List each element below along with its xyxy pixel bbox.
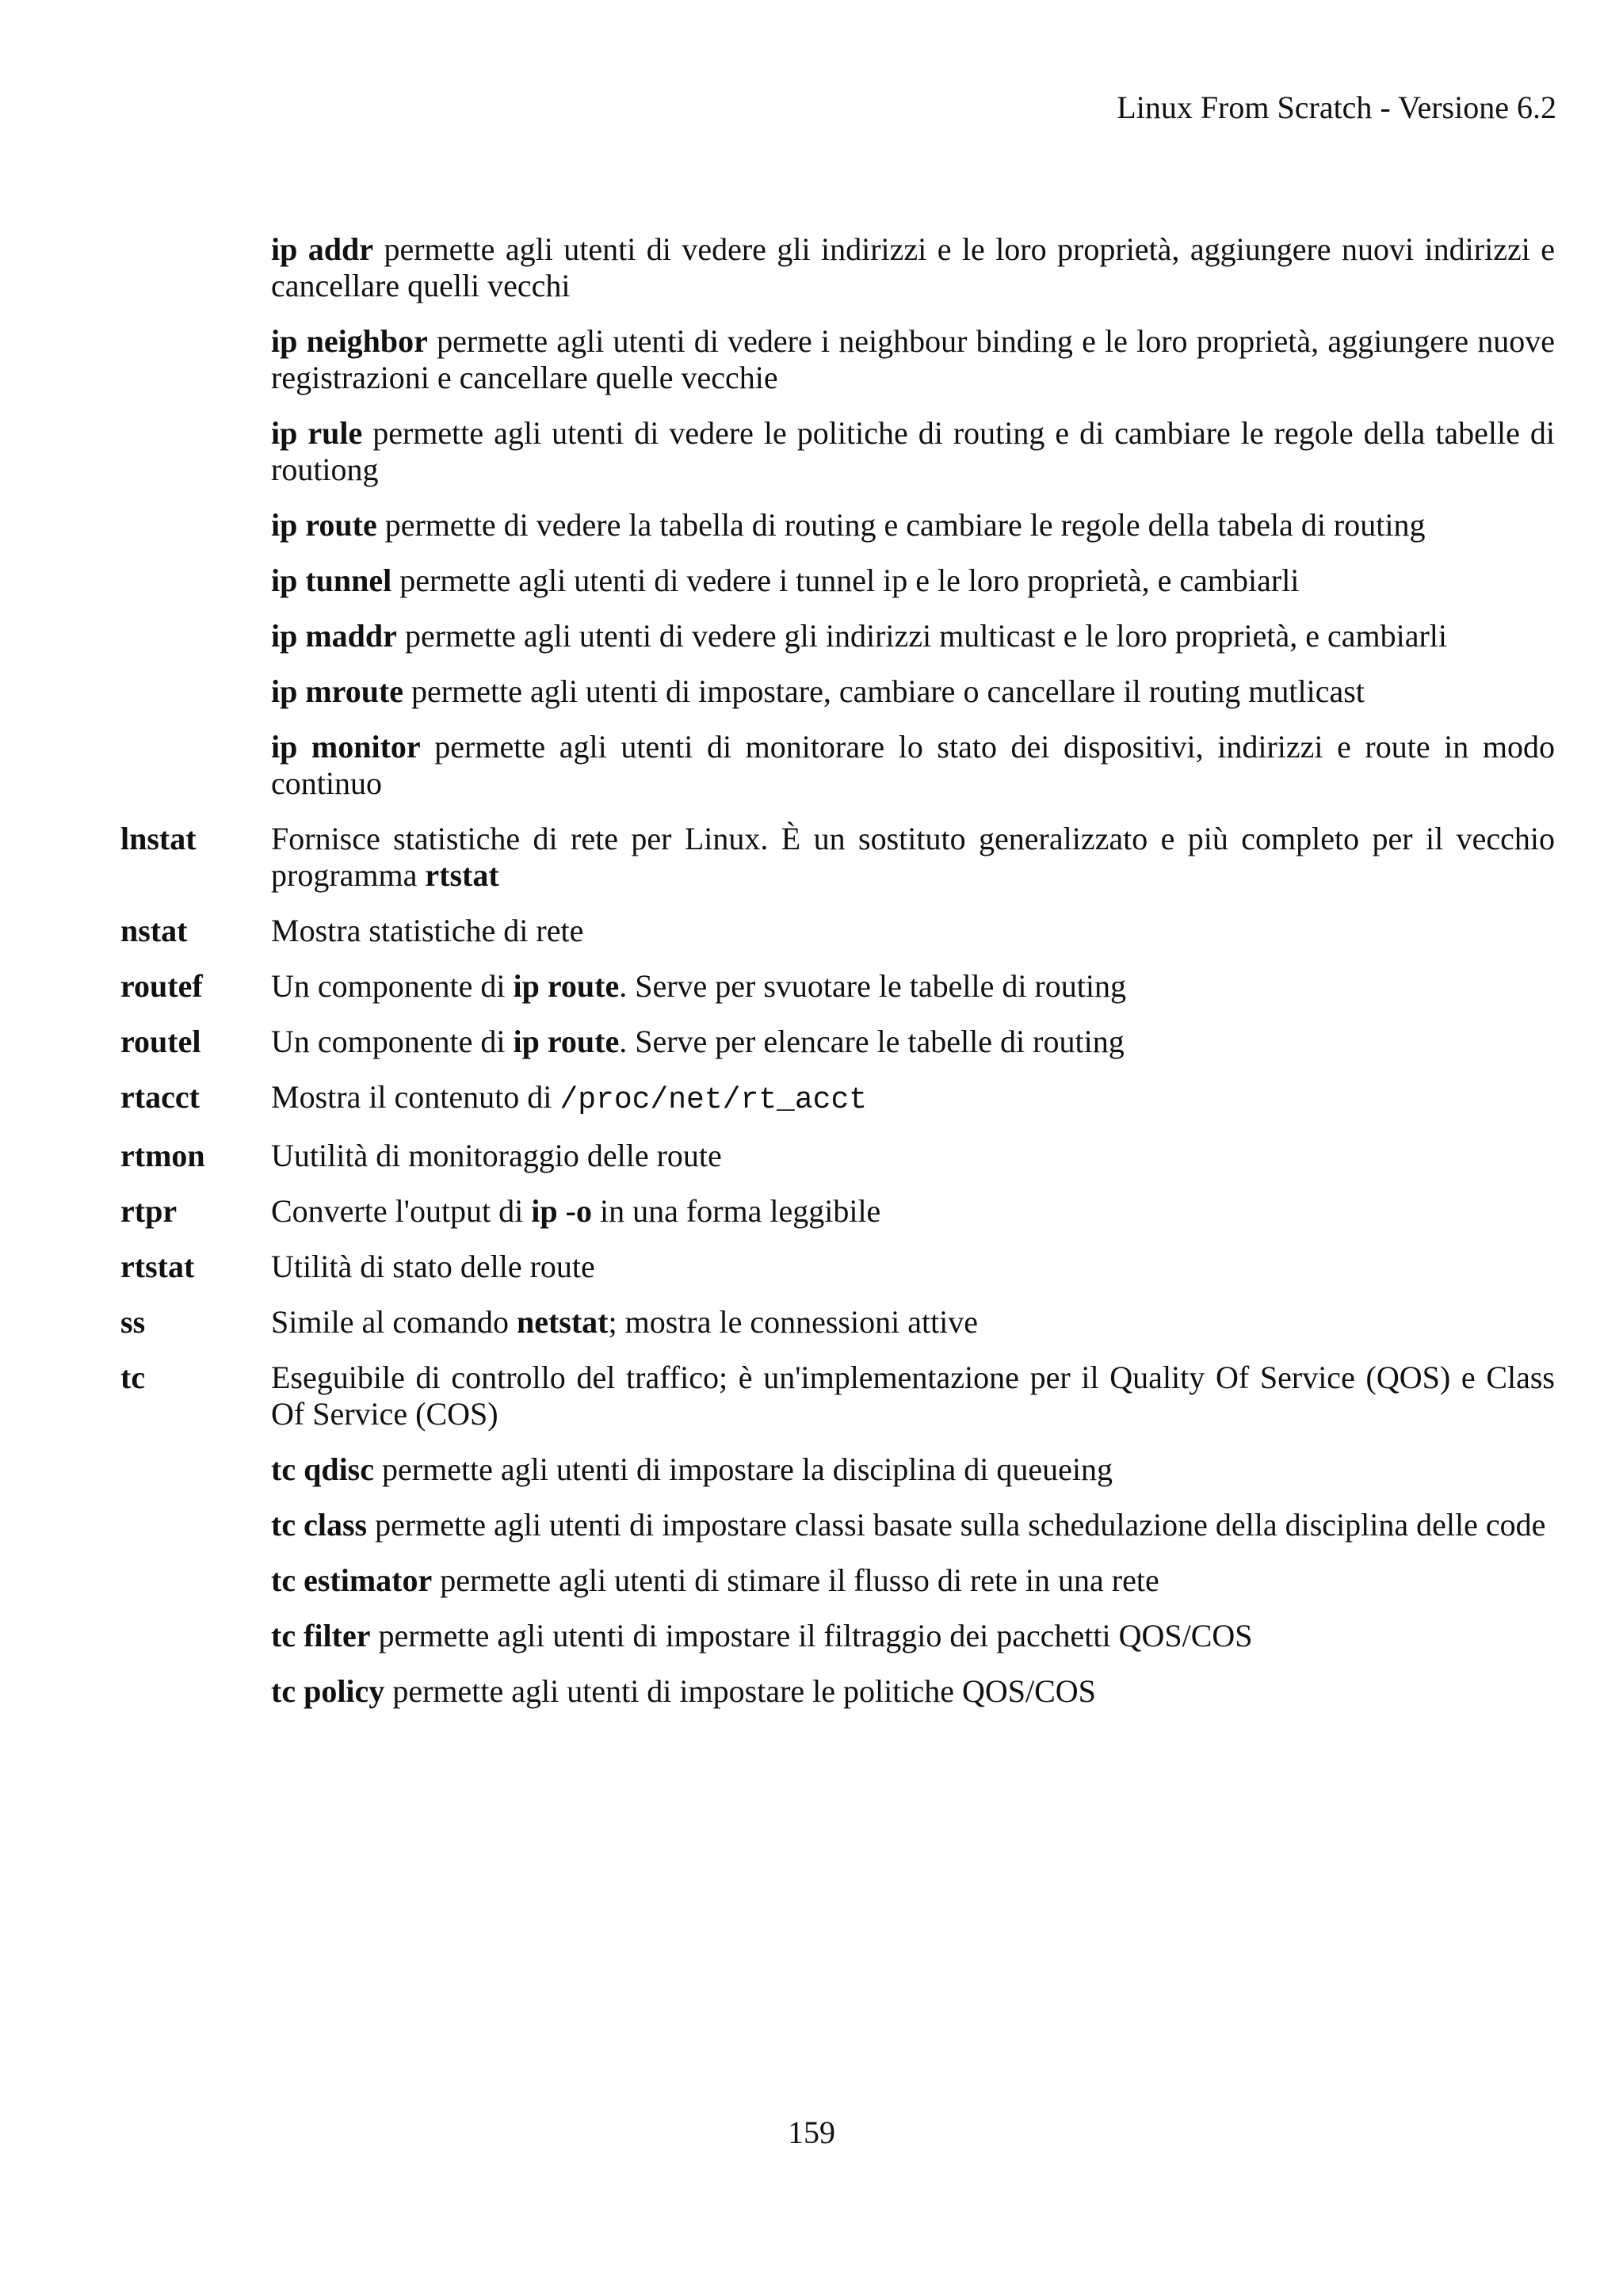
tc-qdisc-item: [271, 1451, 1555, 1488]
command-description: permette di vedere la tabella di routing e cambiare le regole della tabela di routing: [384, 507, 1426, 543]
ip-neighbor-item: [271, 323, 1555, 396]
command-name: ip route: [271, 507, 377, 543]
ip-monitor-item: [271, 729, 1555, 802]
definition-text: . Serve per elencare le tabelle di routing: [619, 1024, 1125, 1059]
definition-command: rtstat: [425, 857, 499, 893]
definition-text: in una forma leggibile: [599, 1193, 881, 1229]
page-number: 159: [788, 2115, 835, 2150]
definition-text: Fornisce statistiche di rete per Linux. È un sostituto generalizzato e più completo per il vecchio programma: [271, 821, 1555, 893]
command-name: ip neighbor: [271, 323, 428, 359]
ip-tunnel-item: [271, 563, 1555, 599]
entry-definition: Uutilità di monitoraggio delle route: [271, 1138, 722, 1173]
entry-term: routef: [120, 968, 203, 1004]
command-description: permette agli utenti di vedere i neighbour binding e le loro proprietà, aggiungere nuove registrazioni e cancellare quelle vecchie: [271, 323, 1556, 395]
command-description: permette agli utenti di impostare, cambiare o cancellare il routing mutlicast: [411, 673, 1365, 709]
definition-command: ip route: [513, 968, 620, 1004]
entry-term: rtpr: [120, 1193, 178, 1229]
entry-term: routel: [120, 1024, 201, 1059]
entry-definition: [271, 1193, 1555, 1230]
command-description: permette agli utenti di impostare classi basate sulla schedulazione della disciplina delle code: [375, 1507, 1546, 1543]
command-name: ip addr: [271, 231, 374, 267]
entry-rtmon: [120, 1138, 1555, 1174]
command-description: permette agli utenti di impostare il filtraggio dei pacchetti QOS/COS: [378, 1618, 1253, 1653]
file-path: /proc/net/rt_acct: [559, 1083, 868, 1117]
entry-definition: Utilità di stato delle route: [271, 1249, 595, 1284]
definition-text: Un componente di: [271, 1024, 506, 1059]
entry-definition: [271, 1304, 1555, 1341]
entry-definition: Eseguibile di controllo del traffico; è un'implementazione per il Quality Of Service (QOS) e Class Of Service (COS): [271, 1360, 1555, 1432]
command-description: permette agli utenti di impostare la disciplina di queueing: [382, 1451, 1113, 1487]
entry-term: ss: [120, 1304, 146, 1340]
definition-command: netstat: [516, 1304, 609, 1340]
page-content: [120, 231, 1555, 1729]
entry-routef: [120, 968, 1555, 1005]
entry-routel: [120, 1024, 1555, 1060]
entry-definition: [271, 968, 1555, 1005]
tc-class-item: [271, 1507, 1555, 1543]
command-name: tc policy: [271, 1673, 385, 1709]
command-name: ip rule: [271, 415, 363, 451]
entry-ss: [120, 1304, 1555, 1341]
entry-rtacct: [120, 1079, 1555, 1119]
ip-rule-item: [271, 415, 1555, 488]
command-description: permette agli utenti di vedere gli indirizzi multicast e le loro proprietà, e cambiarli: [404, 618, 1447, 654]
ip-maddr-item: [271, 618, 1555, 654]
entry-term: rtacct: [120, 1079, 200, 1115]
ip-route-item: [271, 507, 1555, 543]
entry-term: rtmon: [120, 1138, 205, 1173]
entry-definition: [271, 821, 1555, 894]
command-name: ip mroute: [271, 673, 404, 709]
entry-rtpr: [120, 1193, 1555, 1230]
command-description: permette agli utenti di vedere i tunnel ip e le loro proprietà, e cambiarli: [399, 563, 1300, 598]
definition-text: ; mostra le connessioni attive: [608, 1304, 979, 1340]
entry-lnstat: [120, 821, 1555, 894]
definition-command: ip -o: [531, 1193, 592, 1229]
command-description: permette agli utenti di vedere gli indirizzi e le loro proprietà, aggiungere nuovi indirizzi e cancellare quelli vecchi: [271, 231, 1555, 303]
command-name: ip tunnel: [271, 563, 392, 598]
entry-term: rtstat: [120, 1249, 195, 1284]
command-description: permette agli utenti di vedere le politiche di routing e di cambiare le regole della tabelle di routiong: [271, 415, 1556, 487]
tc-filter-item: [271, 1618, 1555, 1654]
definition-text: . Serve per svuotare le tabelle di routing: [619, 968, 1127, 1004]
entry-term: tc: [120, 1360, 146, 1395]
ip-mroute-item: [271, 673, 1555, 710]
definition-command: ip route: [513, 1024, 620, 1059]
entry-definition: [271, 1079, 1555, 1119]
tc-policy-item: [271, 1673, 1555, 1710]
definition-text: Mostra il contenuto di: [271, 1079, 552, 1115]
running-header: Linux From Scratch - Versione 6.2: [1117, 90, 1556, 125]
command-description: permette agli utenti di stimare il flusso di rete in una rete: [440, 1562, 1159, 1598]
entry-nstat: [120, 913, 1555, 949]
entry-rtstat: [120, 1249, 1555, 1285]
command-description: permette agli utenti di monitorare lo stato dei dispositivi, indirizzi e route in modo continuo: [271, 729, 1555, 801]
definition-text: Simile al comando: [271, 1304, 509, 1340]
definition-text: Converte l'output di: [271, 1193, 524, 1229]
command-name: tc class: [271, 1507, 368, 1543]
command-name: tc filter: [271, 1618, 371, 1653]
command-name: ip maddr: [271, 618, 397, 654]
entry-term: nstat: [120, 913, 188, 948]
entry-definition: [271, 1024, 1555, 1060]
definition-text: Un componente di: [271, 968, 506, 1004]
entry-term: lnstat: [120, 821, 197, 856]
tc-estimator-item: [271, 1562, 1555, 1599]
ip-addr-item: [271, 231, 1555, 304]
command-name: tc qdisc: [271, 1451, 374, 1487]
command-name: ip monitor: [271, 729, 421, 765]
command-description: permette agli utenti di impostare le politiche QOS/COS: [392, 1673, 1096, 1709]
entry-definition: Mostra statistiche di rete: [271, 913, 584, 948]
entry-tc: [120, 1360, 1555, 1432]
command-name: tc estimator: [271, 1562, 433, 1598]
